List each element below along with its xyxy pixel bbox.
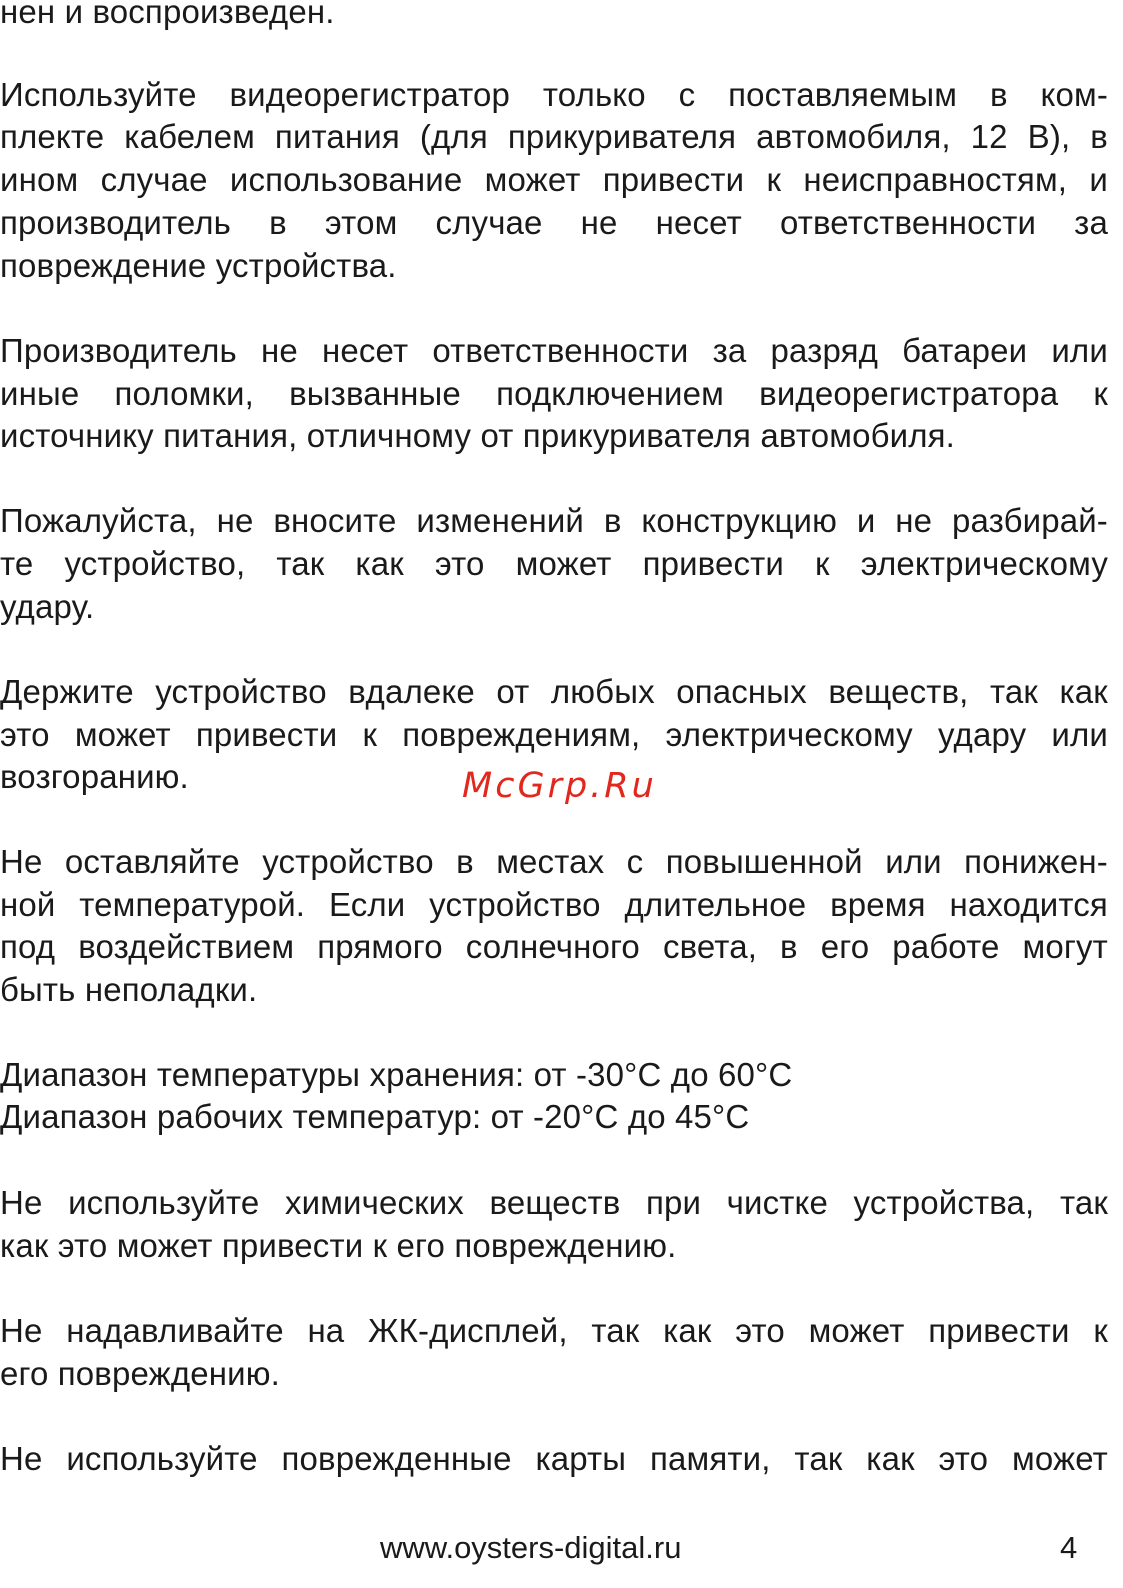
word: это	[735, 1312, 785, 1349]
word: вносите	[273, 502, 397, 539]
word: так	[990, 673, 1038, 710]
word: устройство	[262, 843, 434, 880]
word: повреждениям,	[402, 716, 641, 753]
word: может	[515, 545, 612, 582]
word: устройство	[155, 673, 327, 710]
word: устройство	[429, 886, 601, 923]
word: вызванные	[289, 375, 461, 412]
word: работе	[892, 928, 1000, 965]
word: подключением	[496, 375, 724, 412]
word: так	[1059, 1184, 1108, 1221]
text-line	[0, 542, 1108, 586]
word: питания	[274, 118, 400, 155]
word: к	[1093, 375, 1108, 412]
word: солнечного	[465, 928, 640, 965]
word: к	[1093, 1312, 1108, 1349]
word: и	[856, 502, 876, 539]
word: видеорегистратор	[229, 76, 511, 113]
word: понижен-	[964, 843, 1108, 880]
text-line	[0, 840, 1108, 884]
word: карты	[535, 1440, 627, 1477]
word: Производитель	[0, 332, 237, 369]
text-line: быть неполадки.	[0, 971, 258, 1008]
word: Не	[0, 1312, 43, 1349]
word: при	[645, 1184, 702, 1221]
word: может	[484, 161, 581, 198]
text-line	[0, 115, 1108, 159]
word: веществ,	[828, 673, 969, 710]
word: или	[1051, 716, 1108, 753]
word: от	[496, 673, 530, 710]
word: ответственности	[779, 204, 1037, 241]
word: кабелем	[124, 118, 255, 155]
word: прикуривателя	[507, 118, 737, 155]
word: разбирай-	[952, 502, 1108, 539]
word: поврежденные	[281, 1440, 512, 1477]
word: местах	[496, 843, 605, 880]
text-line	[0, 925, 1108, 969]
word: Если	[328, 886, 406, 923]
word: поставляемым	[728, 76, 958, 113]
word: за	[712, 332, 747, 369]
word: ином	[0, 161, 79, 198]
word: не	[261, 332, 298, 369]
text-line	[0, 1181, 1108, 1225]
word: только	[542, 76, 646, 113]
word: случае	[100, 161, 208, 198]
word: в	[603, 502, 622, 539]
word: разряд	[770, 332, 879, 369]
word: привести	[642, 545, 784, 582]
word: в	[780, 928, 798, 965]
text-line	[0, 329, 1108, 373]
word: за	[1074, 204, 1108, 241]
word: на	[307, 1312, 345, 1349]
word: устройство,	[64, 545, 246, 582]
word: несет	[322, 332, 409, 369]
word: привести	[195, 716, 338, 753]
word: длительное	[624, 886, 807, 923]
word: плекте	[0, 118, 105, 155]
word: так	[591, 1312, 640, 1349]
word: как	[663, 1312, 712, 1349]
word: видеорегистратора	[759, 375, 1059, 412]
word: вдалеке	[348, 673, 475, 710]
word: (для	[419, 118, 488, 155]
word: света,	[662, 928, 758, 965]
text-line: повреждение устройства.	[0, 247, 397, 284]
word: Держите	[0, 673, 134, 710]
word: так	[794, 1440, 843, 1477]
word: к	[362, 716, 378, 753]
text-line	[0, 499, 1108, 543]
word: так	[276, 545, 325, 582]
word: надавливайте	[66, 1312, 284, 1349]
text-line: возгоранию.	[0, 758, 189, 795]
text-line	[0, 713, 1108, 757]
word: как	[355, 545, 404, 582]
word: привести	[602, 161, 745, 198]
word: под	[0, 928, 56, 965]
word: Не	[0, 843, 43, 880]
word: любых	[550, 673, 655, 710]
word: чистке	[726, 1184, 828, 1221]
word: и	[1089, 161, 1108, 198]
word: это	[938, 1440, 989, 1477]
word: В),	[1027, 118, 1071, 155]
word: не	[895, 502, 933, 539]
word: время	[830, 886, 926, 923]
word: может	[74, 716, 171, 753]
word: температурой.	[79, 886, 306, 923]
word: устройства,	[853, 1184, 1035, 1221]
word: с	[678, 76, 696, 113]
word: Пожалуйста,	[0, 502, 197, 539]
word: это	[0, 716, 50, 753]
word: не	[216, 502, 254, 539]
word: оставляйте	[64, 843, 240, 880]
word: поломки,	[114, 375, 254, 412]
word: к	[766, 161, 782, 198]
word: в	[456, 843, 474, 880]
word: может	[1012, 1440, 1108, 1477]
word: как	[866, 1440, 915, 1477]
text-line	[0, 201, 1108, 245]
word: это	[434, 545, 485, 582]
page-number: 4	[1060, 1530, 1078, 1565]
word: веществ	[489, 1184, 621, 1221]
word: ком-	[1040, 76, 1108, 113]
word: привести	[928, 1312, 1070, 1349]
word: Используйте	[0, 76, 197, 113]
word: Не	[0, 1184, 43, 1221]
storage-temperature-range: Диапазон температуры хранения: от -30°C до 60°C	[0, 1056, 793, 1093]
word: с	[626, 843, 644, 880]
word: этом	[324, 204, 398, 241]
text-line	[0, 372, 1108, 416]
word: повышенной	[665, 843, 863, 880]
word: ЖК-дисплей,	[368, 1312, 568, 1349]
word: находится	[949, 886, 1108, 923]
text-line	[0, 883, 1108, 927]
word: изменений	[416, 502, 584, 539]
word: в	[989, 76, 1008, 113]
word: или	[1051, 332, 1108, 369]
text-line: источнику питания, отличному от прикуривателя автомобиля.	[0, 417, 955, 454]
word: неисправностям,	[803, 161, 1068, 198]
word: используйте	[68, 1184, 260, 1221]
word: воздействием	[78, 928, 295, 965]
word: производитель	[0, 204, 232, 241]
text-line	[0, 1437, 1108, 1481]
text-line	[0, 73, 1108, 117]
word: как	[1059, 673, 1108, 710]
word: случае	[435, 204, 543, 241]
word: могут	[1022, 928, 1108, 965]
text-line: удару.	[0, 588, 95, 625]
word: может	[808, 1312, 905, 1349]
text-line: как это может привести к его повреждению.	[0, 1227, 677, 1264]
word: ной	[0, 886, 56, 923]
word: несет	[655, 204, 742, 241]
watermark-logo: McGrp.Ru	[462, 766, 657, 806]
word: опасных	[676, 673, 807, 710]
word: ответственности	[432, 332, 689, 369]
word: электрическому	[860, 545, 1108, 582]
word: иные	[0, 375, 80, 412]
text-line	[0, 670, 1108, 714]
word: автомобиля,	[756, 118, 951, 155]
word: памяти,	[650, 1440, 771, 1477]
word: к	[815, 545, 830, 582]
word: используйте	[66, 1440, 258, 1477]
text-line: нен и воспроизведен.	[0, 0, 335, 30]
word: его	[820, 928, 870, 965]
operating-temperature-range: Диапазон рабочих температур: от -20°C до 45°C	[0, 1098, 750, 1135]
word: удару	[938, 716, 1027, 753]
footer-url: www.oysters-digital.ru	[380, 1530, 682, 1565]
word: использование	[229, 161, 463, 198]
word: электрическому	[665, 716, 913, 753]
word: в	[1090, 118, 1108, 155]
text-line	[0, 158, 1108, 202]
word: не	[580, 204, 618, 241]
word: те	[0, 545, 34, 582]
word: или	[885, 843, 942, 880]
word: Не	[0, 1440, 43, 1477]
word: химических	[284, 1184, 464, 1221]
text-line: его повреждению.	[0, 1355, 280, 1392]
text-line	[0, 1309, 1108, 1353]
word: 12	[970, 118, 1008, 155]
word: в	[269, 204, 287, 241]
word: прямого	[317, 928, 443, 965]
word: батареи	[902, 332, 1028, 369]
word: конструкцию	[641, 502, 838, 539]
